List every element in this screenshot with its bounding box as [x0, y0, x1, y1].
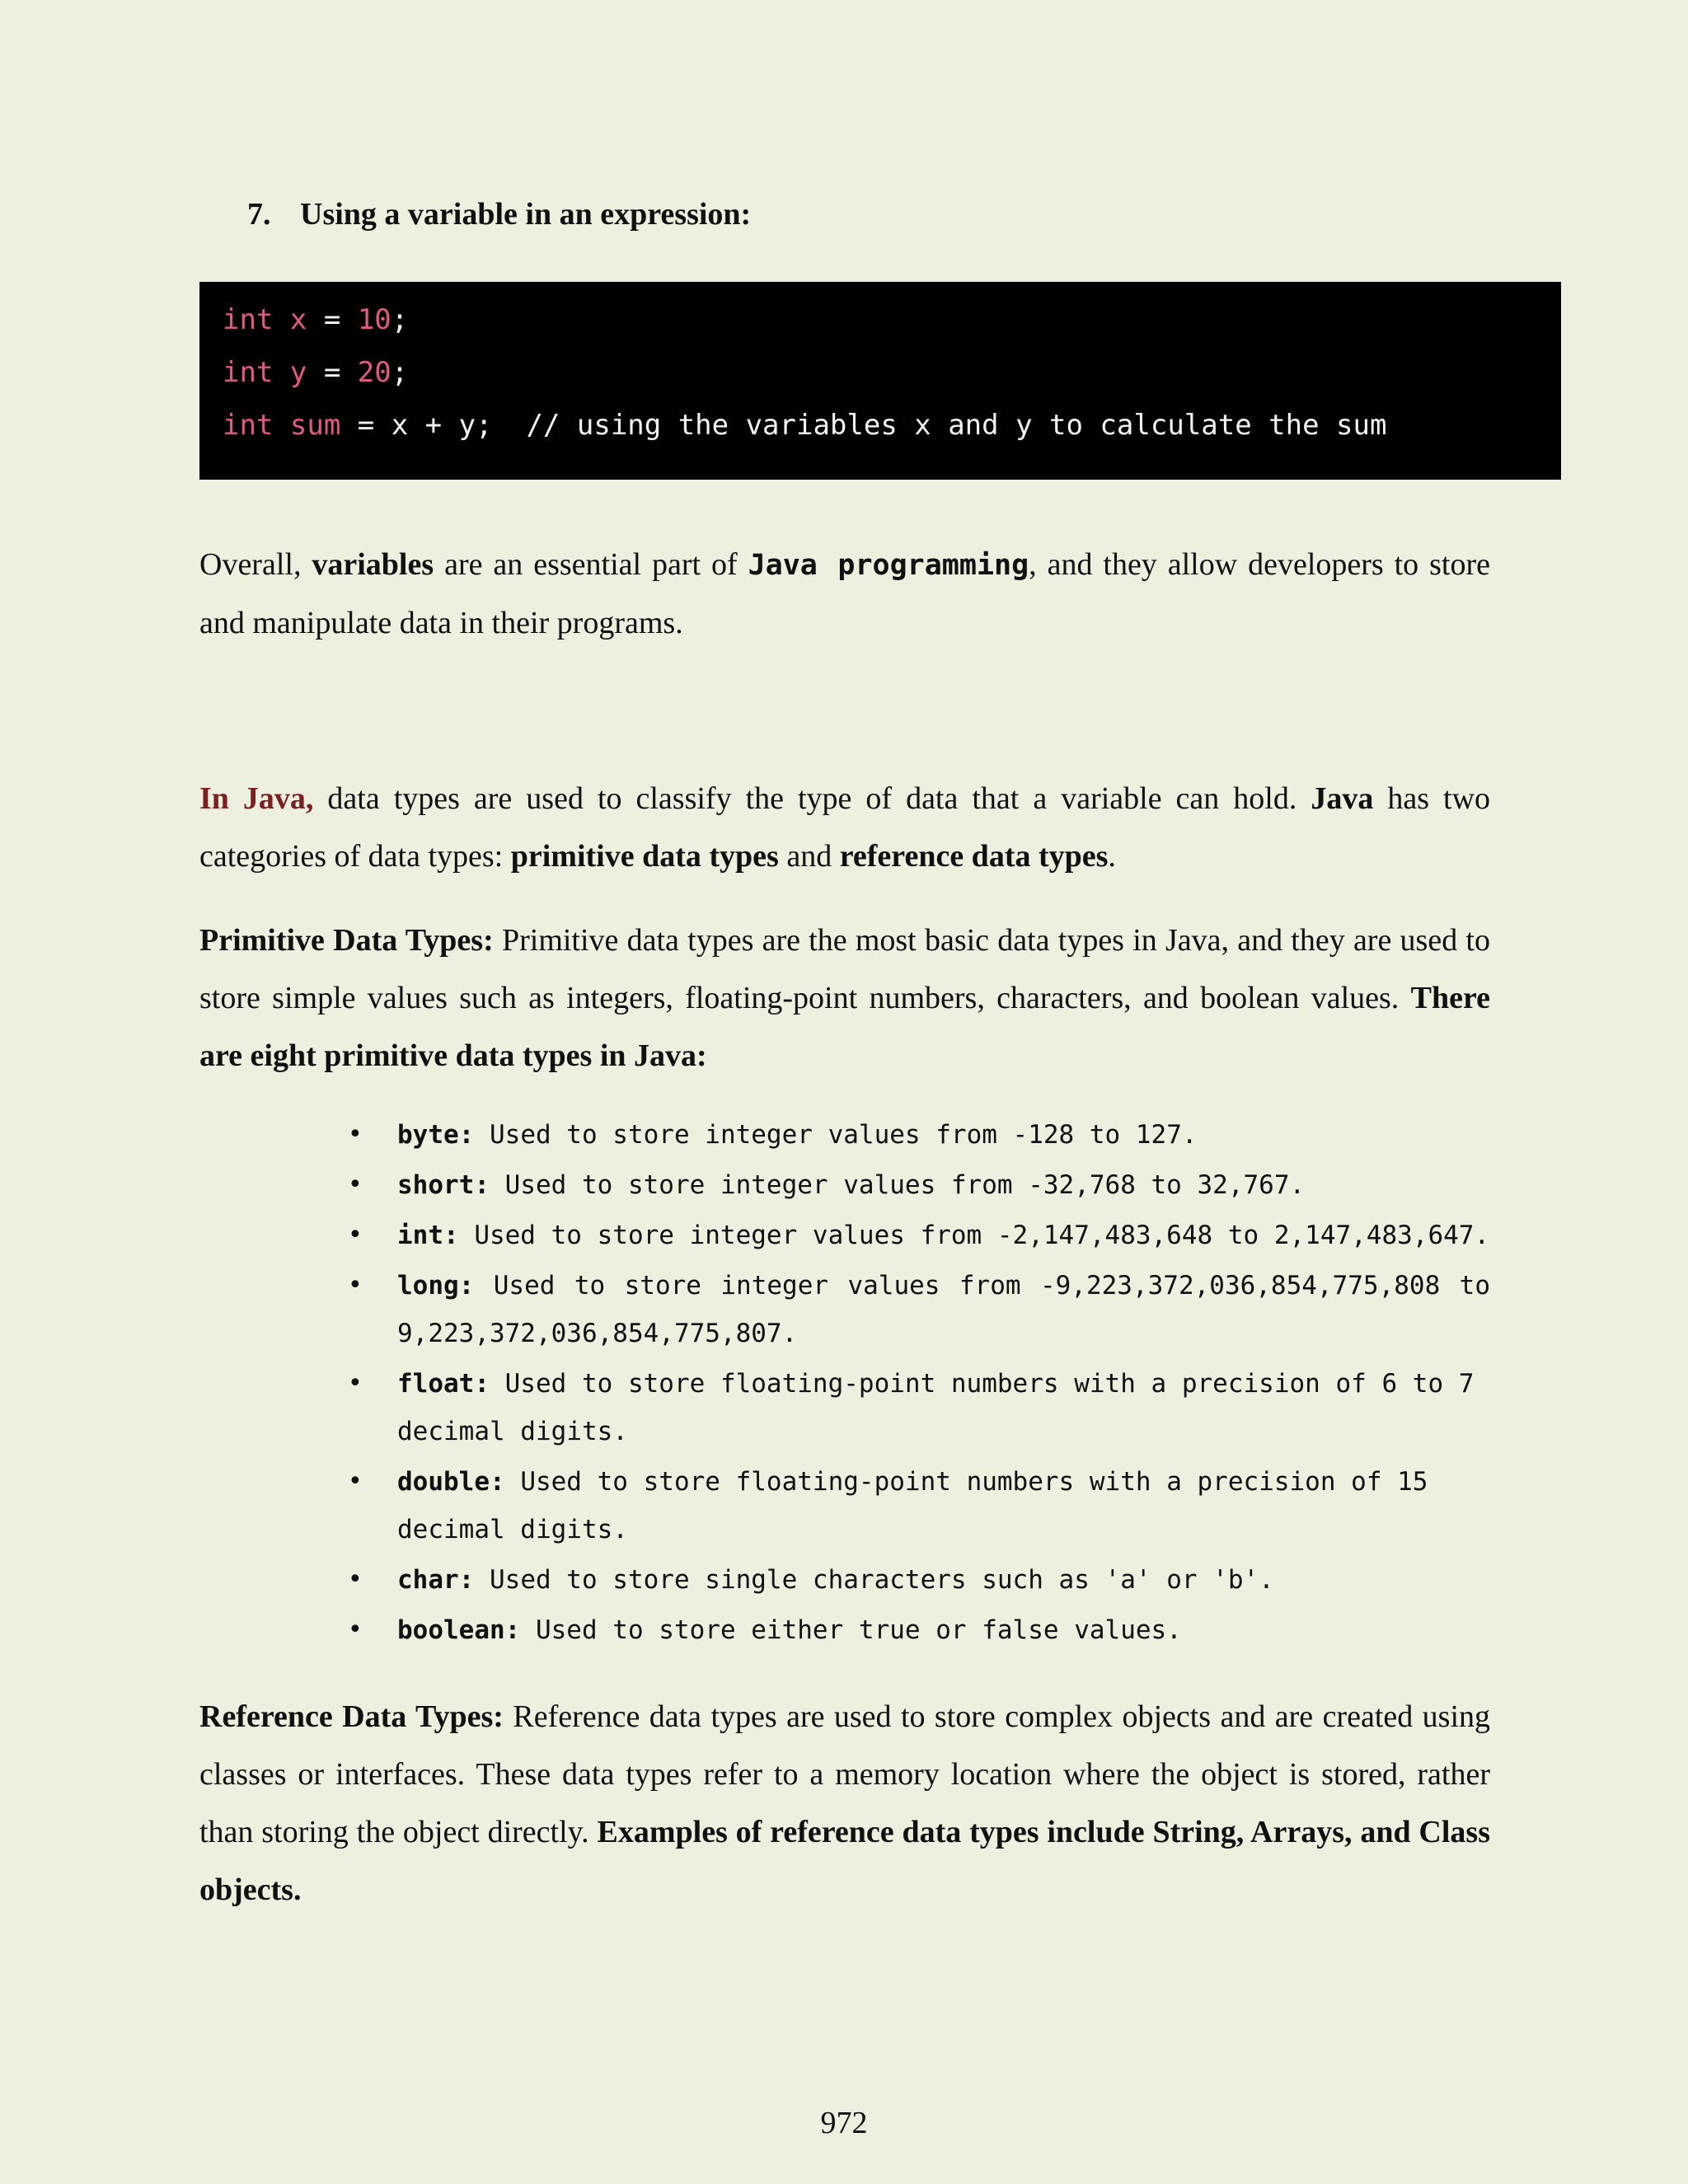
list-item — [348, 1556, 1490, 1604]
type-name: short: — [397, 1170, 490, 1200]
type-name: byte: — [397, 1120, 475, 1150]
type-description: Used to store floating-point numbers with a precision of 6 to 7 decimal digits. — [397, 1369, 1475, 1446]
list-item — [348, 1212, 1490, 1259]
bold-term: reference data types — [839, 839, 1109, 874]
code-keyword: int x — [223, 303, 307, 336]
bullet-icon: • — [348, 1369, 363, 1398]
type-name: int: — [397, 1221, 459, 1250]
type-description: Used to store integer values from -2,147,483,648 to 2,147,483,647. — [458, 1221, 1490, 1250]
heading-text: Using a variable in an expression: — [300, 197, 752, 232]
type-name: boolean: — [397, 1615, 521, 1645]
code-keyword: int sum — [223, 409, 341, 442]
heading-number: 7. — [247, 197, 271, 232]
bullet-icon: • — [348, 1120, 363, 1149]
code-line-2 — [223, 346, 1561, 399]
list-item — [348, 1360, 1490, 1455]
type-description: Used to store integer values from -32,768 to 32,767. — [489, 1170, 1306, 1200]
code-block — [199, 282, 1561, 480]
bullet-icon: • — [348, 1221, 363, 1249]
intro-paragraph — [199, 770, 1490, 885]
code-line-1 — [223, 293, 1561, 346]
type-description: Used to store single characters such as 'a' or 'b'. — [474, 1565, 1274, 1595]
inline-code: Java programming — [748, 549, 1029, 582]
bold-term: variables — [312, 547, 434, 582]
bold-term: Examples of reference data types include String, Arrays, and Class objects. — [199, 1815, 1490, 1907]
primitive-types-list — [348, 1111, 1490, 1657]
bold-term: There are eight primitive data types in Java: — [199, 981, 1490, 1073]
reference-label: Reference Data Types: — [199, 1699, 504, 1734]
type-name: long: — [397, 1271, 475, 1301]
primitive-paragraph — [199, 912, 1490, 1085]
code-literal: 10 — [357, 303, 392, 336]
text-run: are an essential part of — [434, 547, 748, 582]
type-description: Used to store floating-point numbers with a precision of 15 decimal digits. — [397, 1467, 1428, 1544]
code-operator: = — [307, 356, 358, 389]
list-item — [348, 1161, 1490, 1209]
bullet-icon: • — [348, 1170, 363, 1199]
code-rest: = x + y; // using the variables x and y to calculate the sum — [340, 409, 1387, 442]
list-item — [348, 1262, 1490, 1357]
type-description: Used to store integer values from -128 to 127. — [474, 1120, 1198, 1150]
reference-paragraph — [199, 1688, 1490, 1919]
code-line-3 — [223, 399, 1561, 452]
type-name: double: — [397, 1467, 505, 1497]
section-heading — [247, 196, 751, 232]
bullet-icon: • — [348, 1467, 363, 1496]
text-run: Reference data types are used to store complex objects and are created using classes or interfaces. These data types refer to a memory location where the object is stored, rather than storing the object directly. — [199, 1699, 1490, 1849]
code-keyword: int y — [223, 356, 307, 389]
bullet-icon: • — [348, 1615, 363, 1644]
text-run: . — [1108, 839, 1116, 874]
text-run: has two categories of data types: — [199, 781, 1491, 874]
text-run: data types are used to classify the type of data that a variable can hold. — [313, 781, 1311, 816]
code-literal: 20 — [357, 356, 392, 389]
bold-term: primitive data types — [510, 839, 779, 874]
overall-paragraph — [199, 536, 1490, 652]
page-number: 972 — [820, 2106, 868, 2140]
text-run: Primitive data types are the most basic data types in Java, and they are used to store simple values such as integers, floating-point numbers, characters, and boolean values. — [199, 923, 1490, 1015]
type-description: Used to store either true or false values. — [520, 1615, 1182, 1645]
code-operator: = — [307, 303, 358, 336]
list-item — [348, 1606, 1490, 1654]
text-run: , and they allow developers to store and manipulate data in their programs. — [199, 547, 1490, 640]
text-run: and — [778, 839, 840, 874]
bullet-icon: • — [348, 1271, 363, 1300]
text-run: Overall, — [199, 547, 312, 582]
primitive-label: Primitive Data Types: — [199, 923, 494, 958]
bold-term: Java — [1311, 781, 1374, 816]
code-terminator: ; — [391, 303, 409, 336]
list-item — [348, 1458, 1490, 1554]
bullet-icon: • — [348, 1565, 363, 1594]
type-description: Used to store integer values from -9,223,372,036,854,775,808 to 9,223,372,036,854,775,807. — [397, 1271, 1490, 1348]
type-name: float: — [397, 1369, 490, 1399]
code-terminator: ; — [391, 356, 409, 389]
java-lead: In Java, — [199, 781, 314, 816]
type-name: char: — [397, 1565, 475, 1595]
list-item — [348, 1111, 1490, 1159]
